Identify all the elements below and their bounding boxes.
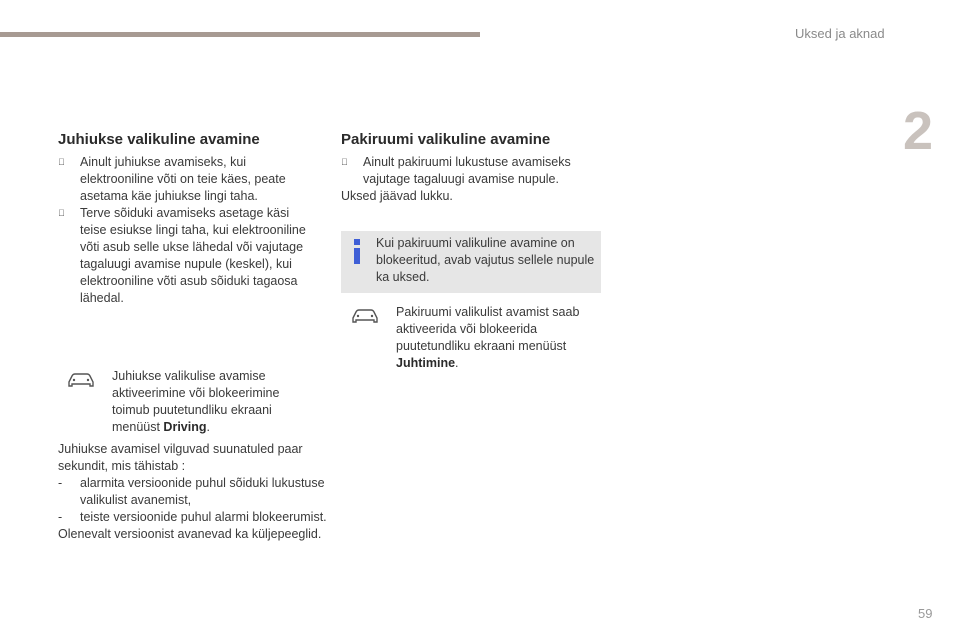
left-para-1: Juhiukse avamisel vilguvad suunatuled paar sekundit, mis tähistab : [58,442,303,473]
right-note [350,304,580,372]
info-box [341,231,601,293]
info-text: Kui pakiruumi valikuline avamine on blokeeritud, avab vajutus sellele nupule ka uksed. [376,236,595,284]
bullet-mark [58,205,80,307]
bullet-text: Ainult pakiruumi lukustuse avamiseks vajutage tagaluugi avamise nupule. [363,155,571,186]
list-item [341,154,601,188]
car-icon [66,370,96,390]
bullet-mark [58,154,80,205]
right-body [341,154,601,205]
list-item: - alarmita versioonide puhul sõiduki lukustuse valikulist avanemist, [58,475,328,509]
bullet-text: Ainult juhiukse avamiseks, kui elektrooniline võti on teie käes, peate asetama käe juhiukse lingi taha. [80,155,286,203]
info-icon [352,239,362,265]
chapter-number: 2 [903,101,934,161]
page-number: 59 [918,606,933,621]
left-bullet-list [58,154,318,307]
right-note-text: Pakiruumi valikulist avamist saab aktiveerida või blokeerida puutetundliku ekraani menüüst Juhtimine. [396,305,580,370]
car-icon [350,306,380,326]
dash-text: teiste versioonide puhul alarmi blokeerumist. [80,510,327,524]
left-note-text: Juhiukse valikulise avamise aktiveerimine või blokeerimine toimub puutetundliku ekraani menüüst Driving. [112,369,280,434]
menu-name-bold: Driving [163,420,207,434]
right-heading: Pakiruumi valikuline avamine [341,131,551,148]
list-item [58,205,318,307]
left-body [58,441,328,543]
header-accent-bar [0,32,480,37]
bullet-mark [341,154,363,188]
list-item: - teiste versioonide puhul alarmi blokeerumist. [58,510,327,524]
left-para-2: Olenevalt versioonist avanevad ka küljepeeglid. [58,527,322,541]
left-note [66,368,296,436]
list-item [58,154,318,205]
dash-text: alarmita versioonide puhul sõiduki lukustuse valikulist avanemist, [80,476,325,507]
right-para: Uksed jäävad lukku. [341,189,453,203]
menu-name-bold: Juhtimine [396,356,456,370]
bullet-text: Terve sõiduki avamiseks asetage käsi teise esiukse lingi taha, kui elektrooniline võti asub selle ukse lähedal või vajutage tagaluugi avamise nupule (keskel), kui elektrooniline võti asub sõiduki tagaosa lähedal. [80,206,306,305]
section-label: Uksed ja aknad [795,26,885,41]
left-heading: Juhiukse valikuline avamine [58,131,260,148]
